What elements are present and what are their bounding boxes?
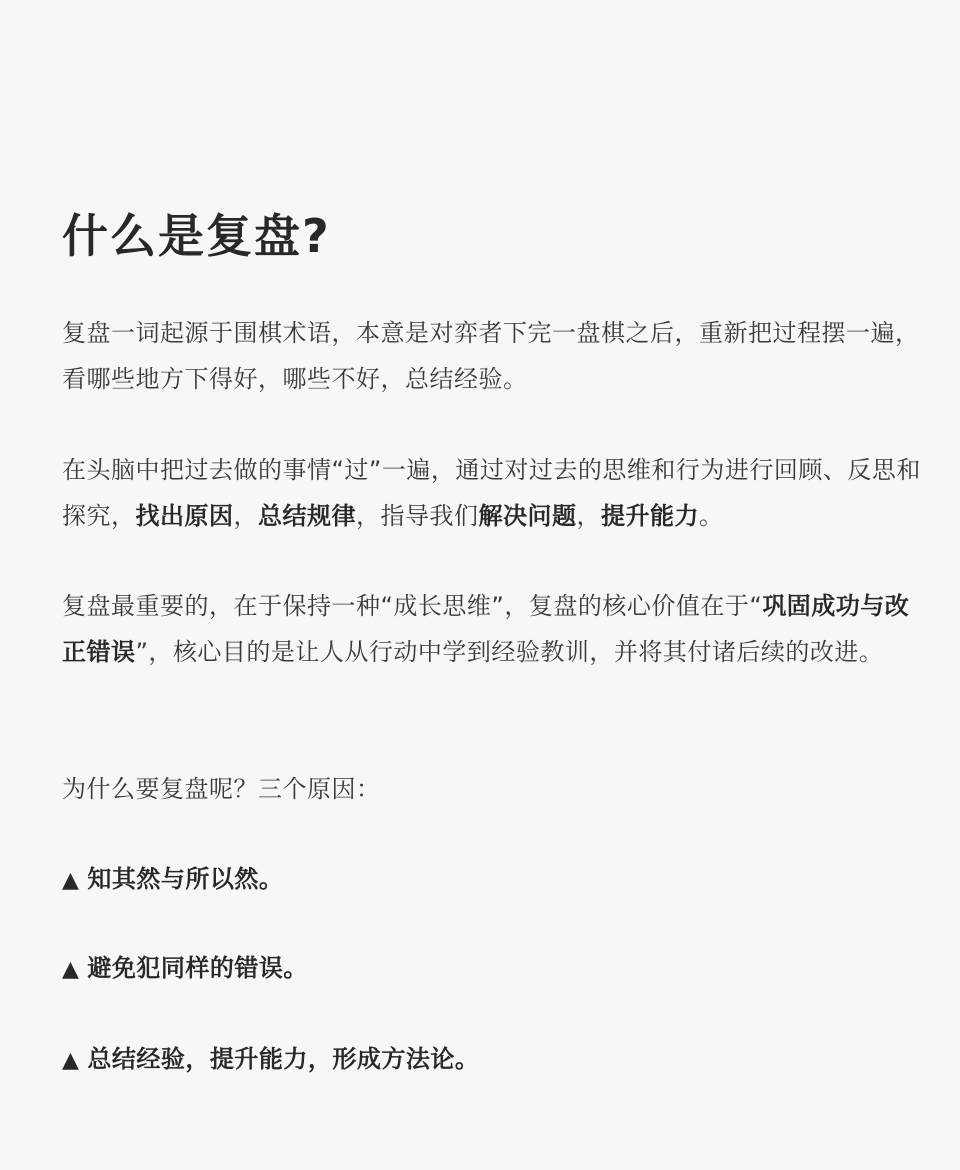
list-item <box>62 1036 479 1084</box>
paragraph-text: ”，核心目的是让人从行动中学到经验教训，并将其付诸后续的改进。 <box>135 638 884 666</box>
list-item-text: 总结经验，提升能力，形成方法论。 <box>87 1045 480 1073</box>
emphasis-solve-problems: 解决问题 <box>478 502 577 530</box>
list-item-text: 知其然与所以然。 <box>87 865 284 893</box>
triangle-icon: ▲ <box>62 1048 80 1073</box>
triangle-icon: ▲ <box>62 957 80 982</box>
list-item-text: 避免犯同样的错误。 <box>87 954 308 982</box>
paragraph-text: ， <box>576 502 601 530</box>
paragraph-text: ， <box>233 502 258 530</box>
page-title: 什么是复盘? <box>62 209 331 263</box>
paragraph-text: 为什么要复盘呢？三个原因： <box>62 775 381 803</box>
paragraph-definition <box>62 447 922 539</box>
paragraph-text: 复盘最重要的，在于保持一种“成长思维”，复盘的核心价值在于“ <box>62 592 763 620</box>
paragraph-origin <box>62 310 922 402</box>
emphasis-improve-ability: 提升能力 <box>601 502 699 530</box>
list-item <box>62 856 283 904</box>
triangle-icon: ▲ <box>62 868 80 893</box>
emphasis-consolidate-success: 巩固成功与改正错误 <box>62 592 910 666</box>
list-item <box>62 945 308 993</box>
paragraph-text: 复盘一词起源于围棋术语，本意是对弈者下完一盘棋之后，重新把过程摆一遍，看哪些地方下得好，哪些不好，总结经验。 <box>62 319 920 393</box>
paragraph-reasons-intro <box>62 766 922 812</box>
paragraph-importance <box>62 583 922 675</box>
emphasis-summarize-patterns: 总结规律 <box>258 502 356 530</box>
paragraph-text: 。 <box>699 502 724 530</box>
paragraph-text: ，指导我们 <box>356 502 479 530</box>
emphasis-find-causes: 找出原因 <box>135 502 234 530</box>
paragraph-text: 在头脑中把过去做的事情“过”一遍，通过对过去的思维和行为进行回顾、反思和探究， <box>62 456 921 530</box>
